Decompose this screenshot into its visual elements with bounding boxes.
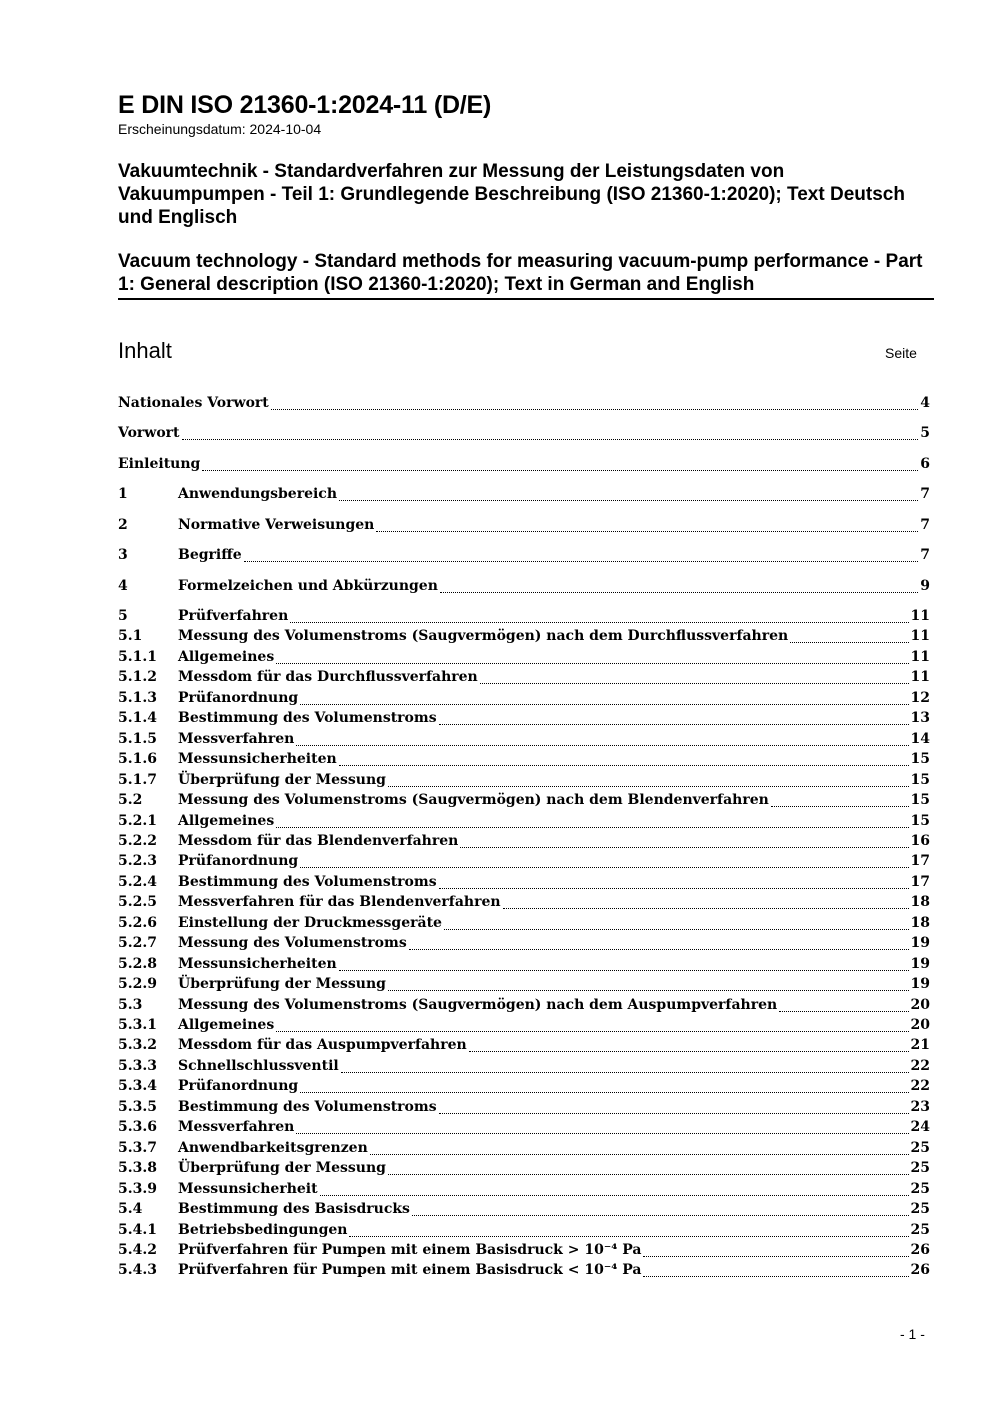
- toc-entry-number: 5.2.5: [118, 894, 157, 911]
- toc-entry-number: 5.1.4: [118, 710, 157, 727]
- toc-entry-title: Messdom für das Blendenverfahren: [178, 832, 459, 849]
- toc-entry-title: Allgemeines: [178, 812, 275, 829]
- toc-dot-leader: [469, 1051, 909, 1052]
- toc-entry-number: 5.4.2: [118, 1241, 157, 1258]
- toc-entry-page: 14: [910, 730, 930, 747]
- toc-entry-title: Vorwort: [118, 425, 180, 441]
- toc-entry[interactable]: [118, 1058, 930, 1078]
- toc-entry-number: 5.2.8: [118, 955, 157, 972]
- toc-entry-title: Messunsicherheiten: [178, 751, 337, 768]
- toc-entry-page: 21: [910, 1037, 930, 1054]
- toc-entry-page: 26: [910, 1241, 930, 1258]
- toc-dot-leader: [440, 592, 918, 593]
- toc-entry-page: 20: [910, 996, 930, 1013]
- toc-entry[interactable]: [118, 547, 930, 567]
- toc-dot-leader: [376, 531, 918, 532]
- toc-dot-leader: [296, 745, 908, 746]
- toc-entry-title: Anwendungsbereich: [178, 486, 337, 502]
- toc-entry-number: 5.2: [118, 792, 143, 809]
- toc-entry-number: 5.2.9: [118, 976, 157, 993]
- toc-entry-number: 5.1.5: [118, 730, 157, 747]
- toc-entry-number: 4: [118, 578, 128, 594]
- toc-entry[interactable]: [118, 833, 930, 853]
- toc-entry-number: 3: [118, 547, 128, 563]
- toc-entry-title: Betriebsbedingungen: [178, 1221, 348, 1238]
- toc-entry-page: 17: [910, 873, 930, 890]
- toc-entry-number: 5.1: [118, 628, 143, 645]
- toc-entry-page: 4: [920, 395, 930, 411]
- toc-dot-leader: [388, 786, 909, 787]
- toc-dot-leader: [643, 1276, 908, 1277]
- toc-entry-page: 19: [910, 976, 930, 993]
- toc-entry-page: 11: [910, 608, 930, 624]
- toc-entry[interactable]: [118, 1181, 930, 1201]
- toc-dot-leader: [790, 642, 908, 643]
- toc-entry-number: 5.2.7: [118, 935, 157, 952]
- toc-entry-title: Prüfanordnung: [178, 1078, 299, 1095]
- toc-dot-leader: [480, 683, 909, 684]
- toc-dot-leader: [339, 765, 909, 766]
- toc-entry[interactable]: [118, 731, 930, 751]
- toc-dot-leader: [439, 888, 909, 889]
- toc-page-label: Seite: [885, 345, 917, 361]
- toc-dot-leader: [439, 1113, 909, 1114]
- toc-entry[interactable]: [118, 853, 930, 873]
- toc-entry-title: Nationales Vorwort: [118, 395, 269, 411]
- toc-entry-page: 11: [910, 648, 930, 665]
- toc-entry[interactable]: [118, 690, 930, 710]
- toc-entry-page: 24: [910, 1119, 930, 1136]
- toc-entry-page: 7: [920, 517, 930, 533]
- toc-entry-title: Überprüfung der Messung: [178, 976, 386, 993]
- toc-entry[interactable]: [118, 486, 930, 506]
- toc-entry-page: 12: [910, 689, 930, 706]
- toc-dot-leader: [460, 847, 908, 848]
- toc-entry-page: 11: [910, 669, 930, 686]
- toc-entry-page: 11: [910, 628, 930, 645]
- toc-dot-leader: [271, 409, 919, 410]
- toc-entry-title: Messung des Volumenstroms (Saugvermögen) nach dem Blendenverfahren: [178, 792, 769, 809]
- toc-entry-page: 26: [910, 1262, 930, 1279]
- toc-entry[interactable]: [118, 578, 930, 598]
- toc-dot-leader: [296, 1133, 908, 1134]
- toc-dot-leader: [276, 1031, 908, 1032]
- toc-entry-page: 25: [910, 1180, 930, 1197]
- toc-entry-number: 5.1.1: [118, 648, 157, 665]
- toc-entry[interactable]: [118, 874, 930, 894]
- toc-dot-leader: [202, 470, 918, 471]
- toc-entry-number: 5.3: [118, 996, 143, 1013]
- toc-dot-leader: [244, 561, 919, 562]
- toc-entry-page: 9: [920, 578, 930, 594]
- toc-entry[interactable]: [118, 628, 930, 648]
- toc-dot-leader: [339, 500, 918, 501]
- toc-dot-leader: [444, 929, 909, 930]
- document-id: E DIN ISO 21360-1:2024-11 (D/E): [118, 91, 492, 119]
- toc-entry-title: Messverfahren: [178, 1119, 295, 1136]
- toc-entry-page: 13: [910, 710, 930, 727]
- toc-entry-title: Allgemeines: [178, 1017, 275, 1033]
- toc-entry[interactable]: [118, 751, 930, 771]
- toc-dot-leader: [388, 1174, 909, 1175]
- toc-entry-title: Messverfahren für das Blendenverfahren: [178, 894, 501, 911]
- toc-entry-title: Formelzeichen und Abkürzungen: [178, 578, 438, 594]
- toc-dot-leader: [300, 1092, 908, 1093]
- toc-entry[interactable]: [118, 710, 930, 730]
- toc-entry-page: 19: [910, 955, 930, 972]
- toc-entry[interactable]: [118, 1140, 930, 1160]
- toc-dot-leader: [339, 970, 909, 971]
- toc-entry-page: 25: [910, 1160, 930, 1177]
- toc-entry-number: 5.2.3: [118, 853, 157, 870]
- toc-entry-number: 5.3.7: [118, 1139, 157, 1156]
- toc-dot-leader: [370, 1154, 909, 1155]
- toc-entry-title: Prüfverfahren für Pumpen mit einem Basisdruck > 10⁻⁴ Pa: [178, 1241, 642, 1258]
- toc-entry[interactable]: [118, 813, 930, 833]
- toc-entry-title: Messunsicherheit: [178, 1180, 318, 1197]
- toc-entry-page: 23: [910, 1098, 930, 1115]
- toc-entry[interactable]: [118, 1099, 930, 1119]
- toc-entry[interactable]: [118, 772, 930, 792]
- toc-dot-leader: [503, 908, 909, 909]
- toc-entry-number: 5.3.2: [118, 1037, 157, 1054]
- toc-entry-number: 5.3.4: [118, 1078, 157, 1095]
- toc-entry-page: 15: [910, 771, 930, 788]
- toc-entry-number: 5.1.3: [118, 689, 157, 706]
- toc-entry-number: 5.1.6: [118, 751, 157, 768]
- toc-entry-number: 5.3.3: [118, 1057, 157, 1074]
- toc-entry-number: 5.4.3: [118, 1262, 157, 1279]
- toc-entry-title: Einstellung der Druckmessgeräte: [178, 914, 442, 931]
- toc-heading: Inhalt: [118, 338, 172, 363]
- toc-entry-number: 5.3.8: [118, 1160, 157, 1177]
- toc-entry-title: Messung des Volumenstroms (Saugvermögen) nach dem Auspumpverfahren: [178, 996, 778, 1013]
- toc-entry-page: 22: [910, 1078, 930, 1095]
- toc-entry-page: 7: [920, 486, 930, 502]
- toc-entry[interactable]: [118, 1037, 930, 1057]
- toc-entry[interactable]: [118, 456, 930, 476]
- toc-entry-page: 25: [910, 1201, 930, 1218]
- toc-entry[interactable]: [118, 425, 930, 445]
- toc-dot-leader: [341, 1072, 909, 1073]
- toc-entry-title: Bestimmung des Volumenstroms: [178, 873, 437, 890]
- toc-entry-title: Messunsicherheiten: [178, 955, 337, 972]
- toc-entry-number: 5.3.1: [118, 1017, 157, 1033]
- toc-entry-title: Begriffe: [178, 547, 242, 563]
- toc-entry[interactable]: [118, 1160, 930, 1180]
- toc-entry-page: 20: [910, 1017, 930, 1033]
- toc-entry[interactable]: [118, 1222, 930, 1242]
- toc-entry-title: Prüfverfahren für Pumpen mit einem Basisdruck < 10⁻⁴ Pa: [178, 1262, 642, 1279]
- toc-entry-page: 15: [910, 812, 930, 829]
- toc-entry-page: 16: [910, 832, 930, 849]
- toc-entry-page: 18: [910, 914, 930, 931]
- toc-entry[interactable]: [118, 894, 930, 914]
- toc-dot-leader: [779, 1011, 908, 1012]
- toc-dot-leader: [276, 663, 908, 664]
- toc-entry[interactable]: [118, 1242, 930, 1262]
- toc-entry-page: 15: [910, 751, 930, 768]
- toc-entry-page: 15: [910, 792, 930, 809]
- toc-entry-title: Prüfanordnung: [178, 853, 299, 870]
- toc-entry[interactable]: [118, 1017, 930, 1037]
- publication-date: Erscheinungsdatum: 2024-10-04: [118, 121, 322, 137]
- toc-entry-page: 19: [910, 935, 930, 952]
- toc-entry-title: Messverfahren: [178, 730, 295, 747]
- title-english: Vacuum technology - Standard methods for measuring vacuum-pump performance - Part 1: General description (ISO 21360-1:2020); Text in German and English: [118, 250, 934, 300]
- toc-entry-number: 5.4: [118, 1201, 143, 1218]
- toc-dot-leader: [182, 439, 919, 440]
- toc-dot-leader: [643, 1256, 908, 1257]
- toc-entry-page: 5: [920, 425, 930, 441]
- toc-entry-number: 5.3.9: [118, 1180, 157, 1197]
- toc-entry-title: Überprüfung der Messung: [178, 1160, 386, 1177]
- toc-entry-number: 5: [118, 608, 128, 624]
- toc-entry-title: Anwendbarkeitsgrenzen: [178, 1139, 368, 1156]
- toc-entry-number: 5.1.7: [118, 771, 157, 788]
- toc-dot-leader: [300, 704, 908, 705]
- toc-entry-number: 5.2.2: [118, 832, 157, 849]
- page-number: - 1 -: [900, 1326, 925, 1342]
- toc-entry[interactable]: [118, 1119, 930, 1139]
- title-german: Vakuumtechnik - Standardverfahren zur Messung der Leistungsdaten von Vakuumpumpen - Teil 1: Grundlegende Beschreibung (ISO 21360-1:2020); Text Deutsch und Englisch: [118, 161, 905, 228]
- toc-entry-page: 17: [910, 853, 930, 870]
- toc-dot-leader: [439, 724, 909, 725]
- toc-entry-page: 22: [910, 1057, 930, 1074]
- toc-entry-title: Prüfanordnung: [178, 689, 299, 706]
- toc-entry-number: 5.2.4: [118, 873, 157, 890]
- toc-dot-leader: [300, 867, 908, 868]
- toc-entry-title: Messdom für das Durchflussverfahren: [178, 669, 478, 686]
- toc-dot-leader: [388, 990, 909, 991]
- toc-entry[interactable]: [118, 517, 930, 537]
- toc-dot-leader: [412, 1215, 909, 1216]
- toc-entry[interactable]: [118, 649, 930, 669]
- toc-entry[interactable]: [118, 997, 930, 1017]
- toc-entry-title: Schnellschlussventil: [178, 1057, 339, 1074]
- toc-entry[interactable]: [118, 669, 930, 689]
- toc-entry-title: Prüfverfahren: [178, 608, 289, 624]
- toc-entry-number: 1: [118, 486, 128, 502]
- toc-entry-page: 25: [910, 1221, 930, 1238]
- toc-entry[interactable]: [118, 395, 930, 415]
- toc-entry-title: Allgemeines: [178, 648, 275, 665]
- toc-entry[interactable]: [118, 976, 930, 996]
- toc-dot-leader: [409, 949, 909, 950]
- toc-dot-leader: [320, 1195, 909, 1196]
- toc-entry-number: 5.1.2: [118, 669, 157, 686]
- toc-entry-number: 2: [118, 517, 128, 533]
- toc-dot-leader: [771, 806, 909, 807]
- toc-entry-title: Bestimmung des Volumenstroms: [178, 710, 437, 727]
- toc-entry-number: 5.4.1: [118, 1221, 157, 1238]
- toc-entry-title: Einleitung: [118, 456, 201, 472]
- toc-entry-page: 18: [910, 894, 930, 911]
- toc-dot-leader: [349, 1236, 908, 1237]
- toc-entry-title: Normative Verweisungen: [178, 517, 375, 533]
- toc-entry[interactable]: [118, 935, 930, 955]
- toc-entry-title: Bestimmung des Volumenstroms: [178, 1098, 437, 1115]
- toc-entry-page: 7: [920, 547, 930, 563]
- toc-entry-number: 5.2.1: [118, 812, 157, 829]
- toc-entry[interactable]: [118, 915, 930, 935]
- toc-entry-page: 6: [920, 456, 930, 472]
- toc-entry[interactable]: [118, 1201, 930, 1221]
- toc-entry-title: Überprüfung der Messung: [178, 771, 386, 788]
- toc-entry[interactable]: [118, 608, 930, 628]
- toc-dot-leader: [290, 622, 908, 623]
- toc-entry[interactable]: [118, 956, 930, 976]
- toc-entry-page: 25: [910, 1139, 930, 1156]
- toc-entry-number: 5.3.5: [118, 1098, 157, 1115]
- toc-entry-number: 5.2.6: [118, 914, 157, 931]
- toc-dot-leader: [276, 827, 908, 828]
- toc-entry[interactable]: [118, 1262, 930, 1282]
- toc-entry-title: Bestimmung des Basisdrucks: [178, 1201, 410, 1218]
- toc-entry-number: 5.3.6: [118, 1119, 157, 1136]
- toc-entry-title: Messdom für das Auspumpverfahren: [178, 1037, 467, 1054]
- toc-entry[interactable]: [118, 1078, 930, 1098]
- toc-entry-title: Messung des Volumenstroms: [178, 935, 407, 952]
- toc-entry-title: Messung des Volumenstroms (Saugvermögen) nach dem Durchflussverfahren: [178, 628, 789, 645]
- toc-entry[interactable]: [118, 792, 930, 812]
